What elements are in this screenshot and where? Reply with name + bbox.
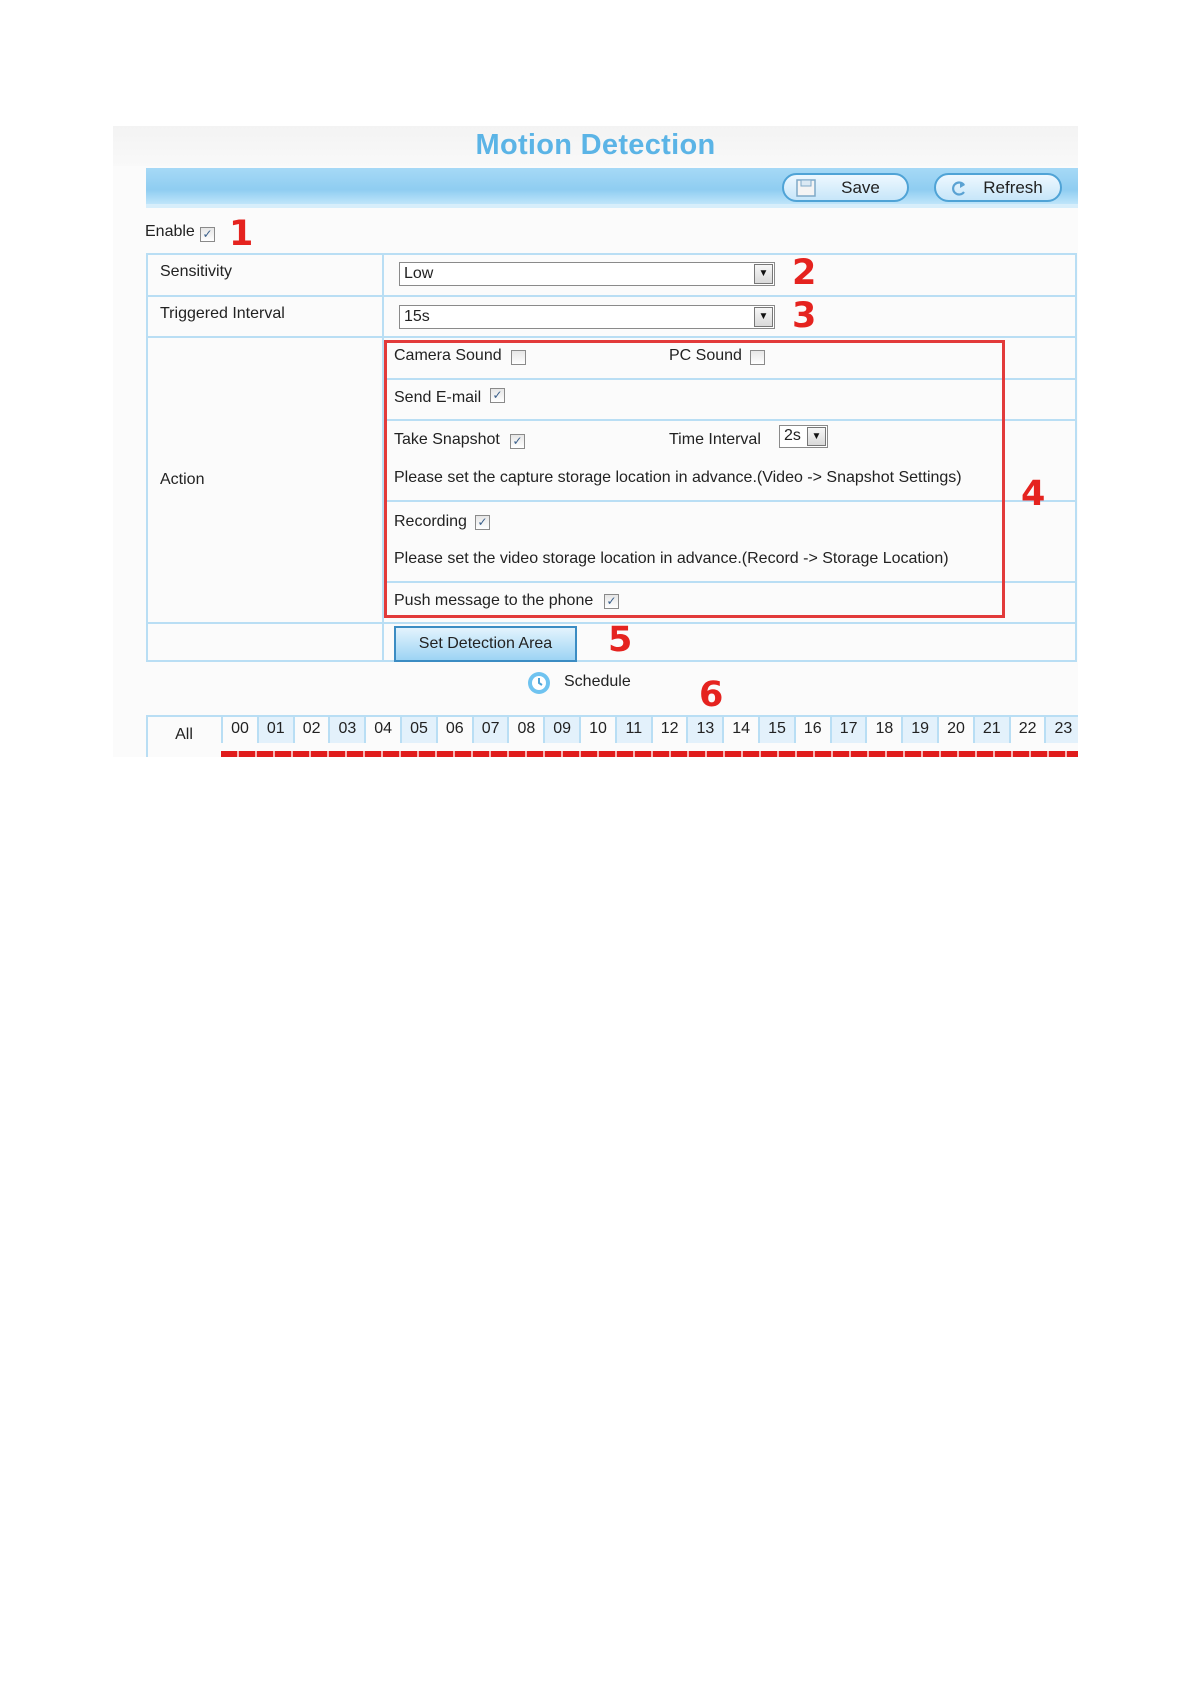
triggered-interval-label: Triggered Interval bbox=[160, 305, 285, 322]
set-detection-area-button[interactable]: Set Detection Area bbox=[394, 626, 577, 662]
hour-cell-10[interactable]: 10 bbox=[579, 717, 615, 743]
clock-icon bbox=[527, 671, 551, 695]
enable-checkbox[interactable]: ✓ bbox=[200, 227, 215, 242]
hour-cell-06[interactable]: 06 bbox=[436, 717, 472, 743]
recording-label: Recording bbox=[394, 513, 467, 530]
schedule-label: Schedule bbox=[564, 673, 631, 690]
triggered-interval-select[interactable] bbox=[399, 305, 775, 329]
page-title: Motion Detection bbox=[475, 129, 716, 161]
sensitivity-value: Low bbox=[404, 265, 434, 282]
hour-cell-03[interactable]: 03 bbox=[328, 717, 364, 743]
row-divider bbox=[148, 336, 1075, 338]
marker-3: 3 bbox=[792, 296, 817, 336]
hour-cell-14[interactable]: 14 bbox=[722, 717, 758, 743]
schedule-selected-bar[interactable] bbox=[221, 751, 1078, 757]
hour-cell-13[interactable]: 13 bbox=[686, 717, 722, 743]
hour-cell-16[interactable]: 16 bbox=[794, 717, 830, 743]
push-message-label: Push message to the phone bbox=[394, 592, 594, 609]
save-icon bbox=[796, 179, 816, 197]
recording-note: Please set the video storage location in advance.(Record -> Storage Location) bbox=[394, 550, 949, 567]
marker-1: 1 bbox=[229, 214, 254, 254]
time-interval-value: 2s bbox=[784, 427, 801, 444]
hour-cell-19[interactable]: 19 bbox=[901, 717, 937, 743]
save-button[interactable] bbox=[782, 173, 909, 202]
marker-6: 6 bbox=[699, 675, 724, 715]
enable-label: Enable bbox=[145, 223, 195, 240]
hour-cell-15[interactable]: 15 bbox=[758, 717, 794, 743]
refresh-label: Refresh bbox=[983, 177, 1043, 197]
hour-cell-17[interactable]: 17 bbox=[830, 717, 866, 743]
send-email-label: Send E-mail bbox=[394, 389, 482, 406]
marker-5: 5 bbox=[608, 620, 633, 660]
send-email-checkbox[interactable]: ✓ bbox=[490, 388, 505, 403]
dropdown-arrow-icon: ▼ bbox=[807, 427, 826, 446]
hour-cell-23[interactable]: 23 bbox=[1044, 717, 1078, 743]
toolbar bbox=[146, 168, 1078, 208]
schedule-all-cell[interactable]: All bbox=[175, 726, 193, 743]
sensitivity-label: Sensitivity bbox=[160, 263, 233, 280]
time-interval-label: Time Interval bbox=[669, 431, 761, 448]
hour-cell-02[interactable]: 02 bbox=[293, 717, 329, 743]
hour-cell-08[interactable]: 08 bbox=[507, 717, 543, 743]
hour-cell-22[interactable]: 22 bbox=[1009, 717, 1045, 743]
action-label: Action bbox=[160, 471, 205, 488]
hour-cell-07[interactable]: 07 bbox=[472, 717, 508, 743]
snapshot-note: Please set the capture storage location in advance.(Video -> Snapshot Settings) bbox=[394, 469, 962, 486]
action-highlight-box bbox=[384, 340, 1005, 618]
hour-cell-05[interactable]: 05 bbox=[400, 717, 436, 743]
triggered-interval-value: 15s bbox=[404, 308, 430, 325]
refresh-icon bbox=[948, 179, 968, 197]
hour-cell-01[interactable]: 01 bbox=[257, 717, 293, 743]
camera-sound-label: Camera Sound bbox=[394, 347, 502, 364]
dropdown-arrow-icon: ▼ bbox=[754, 264, 773, 284]
marker-2: 2 bbox=[792, 253, 817, 293]
take-snapshot-checkbox[interactable]: ✓ bbox=[510, 434, 525, 449]
hour-cell-11[interactable]: 11 bbox=[615, 717, 651, 743]
hour-cell-20[interactable]: 20 bbox=[937, 717, 973, 743]
push-message-checkbox[interactable]: ✓ bbox=[604, 594, 619, 609]
take-snapshot-label: Take Snapshot bbox=[394, 431, 500, 448]
motion-detection-panel bbox=[113, 126, 1078, 757]
hour-cell-12[interactable]: 12 bbox=[651, 717, 687, 743]
hour-cell-00[interactable]: 00 bbox=[221, 717, 257, 743]
row-divider bbox=[148, 295, 1075, 297]
hour-cell-18[interactable]: 18 bbox=[865, 717, 901, 743]
pc-sound-label: PC Sound bbox=[669, 347, 742, 364]
hour-cell-04[interactable]: 04 bbox=[364, 717, 400, 743]
refresh-button[interactable] bbox=[934, 173, 1062, 202]
schedule-table bbox=[146, 715, 1078, 757]
save-label: Save bbox=[841, 177, 880, 197]
hour-cell-21[interactable]: 21 bbox=[973, 717, 1009, 743]
recording-checkbox[interactable]: ✓ bbox=[475, 515, 490, 530]
marker-4: 4 bbox=[1021, 474, 1046, 514]
sensitivity-select[interactable] bbox=[399, 262, 775, 286]
dropdown-arrow-icon: ▼ bbox=[754, 307, 773, 327]
hour-cell-09[interactable]: 09 bbox=[543, 717, 579, 743]
